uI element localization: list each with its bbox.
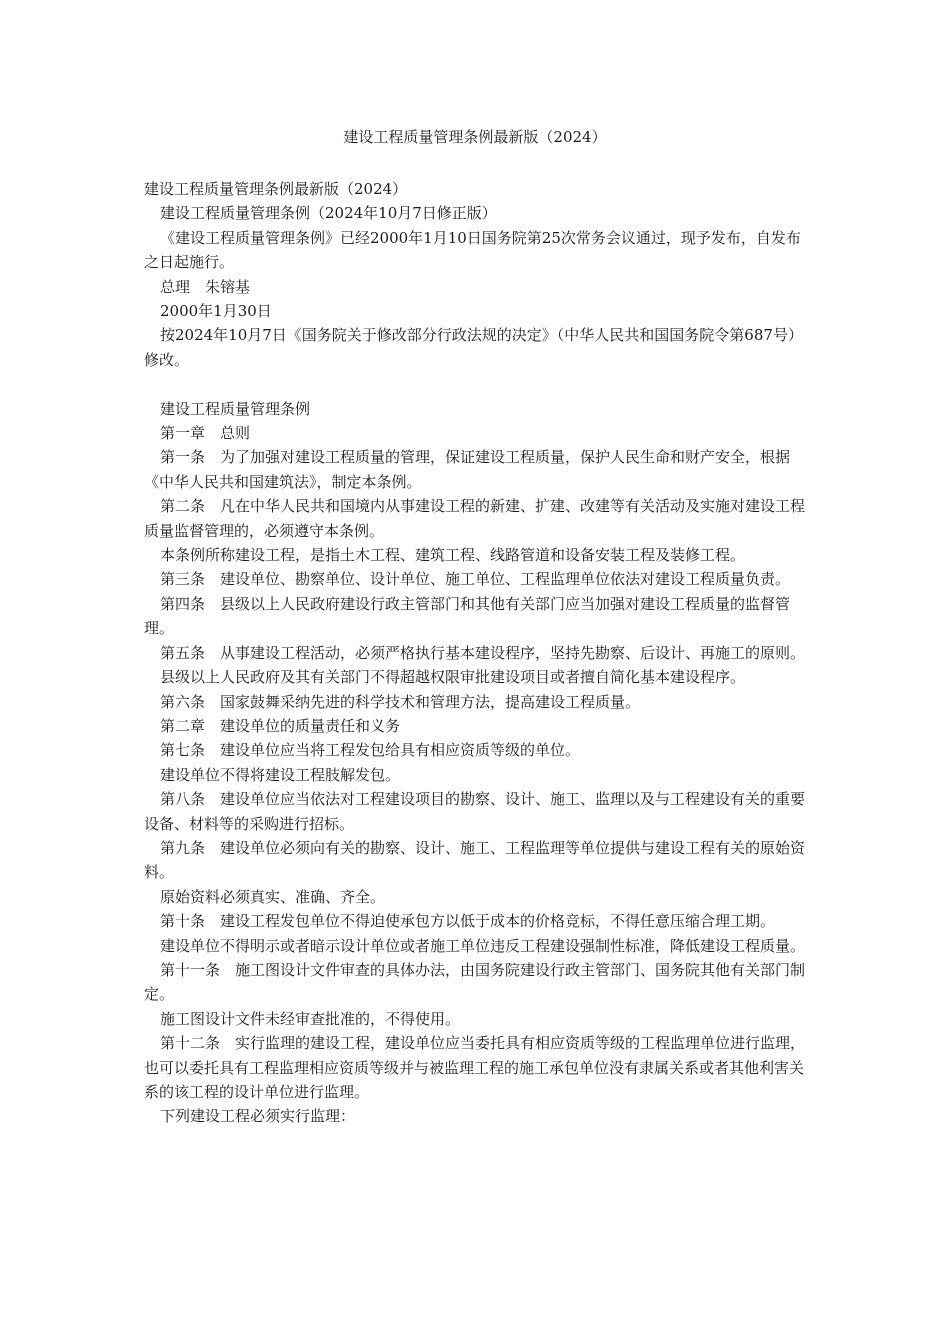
body-paragraph: 第七条 建设单位应当将工程发包给具有相应资质等级的单位。 [160,741,581,760]
body-paragraph: 总理 朱镕基 [160,277,251,296]
document-title: 建设工程质量管理条例最新版（2024） [343,128,607,146]
body-paragraph: 第二条 凡在中华人民共和国境内从事建设工程的新建、扩建、改建等有关活动及实施对建设工程质量监督管理的，必须遵守本条例。 [144,497,806,540]
body-paragraph: 第八条 建设单位应当依法对工程建设项目的勘察、设计、施工、监理以及与工程建设有关的重要设备、材料等的采购进行招标。 [144,790,806,833]
document-body [144,177,812,1129]
body-paragraph: 第二章 建设单位的质量责任和义务 [160,716,401,735]
body-paragraph: 第一条 为了加强对建设工程质量的管理，保证建设工程质量，保护人民生命和财产安全，根据《中华人民共和国建筑法》，制定本条例。 [144,448,791,491]
body-paragraph: 第十条 建设工程发包单位不得迫使承包方以低于成本的价格竞标，不得任意压缩合理工期。 [160,912,776,931]
body-paragraph: 本条例所称建设工程，是指土木工程、建筑工程、线路管道和设备安装工程及装修工程。 [160,546,746,565]
body-paragraph: 第三条 建设单位、勘察单位、设计单位、施工单位、工程监理单位依法对建设工程质量负责。 [160,570,791,589]
body-paragraph: 第四条 县级以上人民政府建设行政主管部门和其他有关部门应当加强对建设工程质量的监督管理。 [144,594,791,638]
body-paragraph: 第十一条 施工图设计文件审查的具体办法，由国务院建设行政主管部门、国务院其他有关部门制定。 [144,960,806,1004]
body-paragraph: 建设单位不得将建设工程肢解发包。 [160,765,401,784]
body-paragraph: 建设工程质量管理条例（2024年10月7日修正版） [160,204,497,223]
body-paragraph: 2000年1月30日 [160,302,272,321]
body-paragraph: 第五条 从事建设工程活动，必须严格执行基本建设程序，坚持先勘察、后设计、再施工的原则。 [160,643,806,662]
body-paragraph: 建设工程质量管理条例最新版（2024） [144,180,408,198]
body-paragraph: 施工图设计文件未经审查批准的，不得使用。 [160,1009,461,1028]
body-paragraph: 第十二条 实行监理的建设工程，建设单位应当委托具有相应资质等级的工程监理单位进行监理，也可以委托具有工程监理相应资质等级并与被监理工程的施工承包单位没有隶属关系或者其他利害关系的该工程的设计单位进行监理。 [144,1034,806,1102]
body-paragraph: 第六条 国家鼓舞采纳先进的科学技术和管理方法，提高建设工程质量。 [160,692,641,711]
body-paragraph: 第一章 总则 [160,424,251,443]
body-paragraph: 原始资料必须真实、准确、齐全。 [160,887,386,906]
body-paragraph: 按2024年10月7日《国务院关于修改部分行政法规的决定》（中华人民共和国国务院令第687号）修改。 [144,326,803,369]
body-paragraph: 建设单位不得明示或者暗示设计单位或者施工单位违反工程建设强制性标准，降低建设工程质量。 [160,936,806,955]
blank-line [144,372,812,396]
body-paragraph: 第九条 建设单位必须向有关的勘察、设计、施工、工程监理等单位提供与建设工程有关的原始资料。 [144,838,806,882]
body-paragraph: 建设工程质量管理条例 [160,399,311,418]
body-paragraph: 县级以上人民政府及其有关部门不得超越权限审批建设项目或者擅自简化基本建设程序。 [160,668,746,687]
body-paragraph: 《建设工程质量管理条例》已经2000年1月10日国务院第25次常务会议通过，现予发布，自发布之日起施行。 [144,228,801,272]
body-paragraph: 下列建设工程必须实行监理： [160,1107,356,1126]
